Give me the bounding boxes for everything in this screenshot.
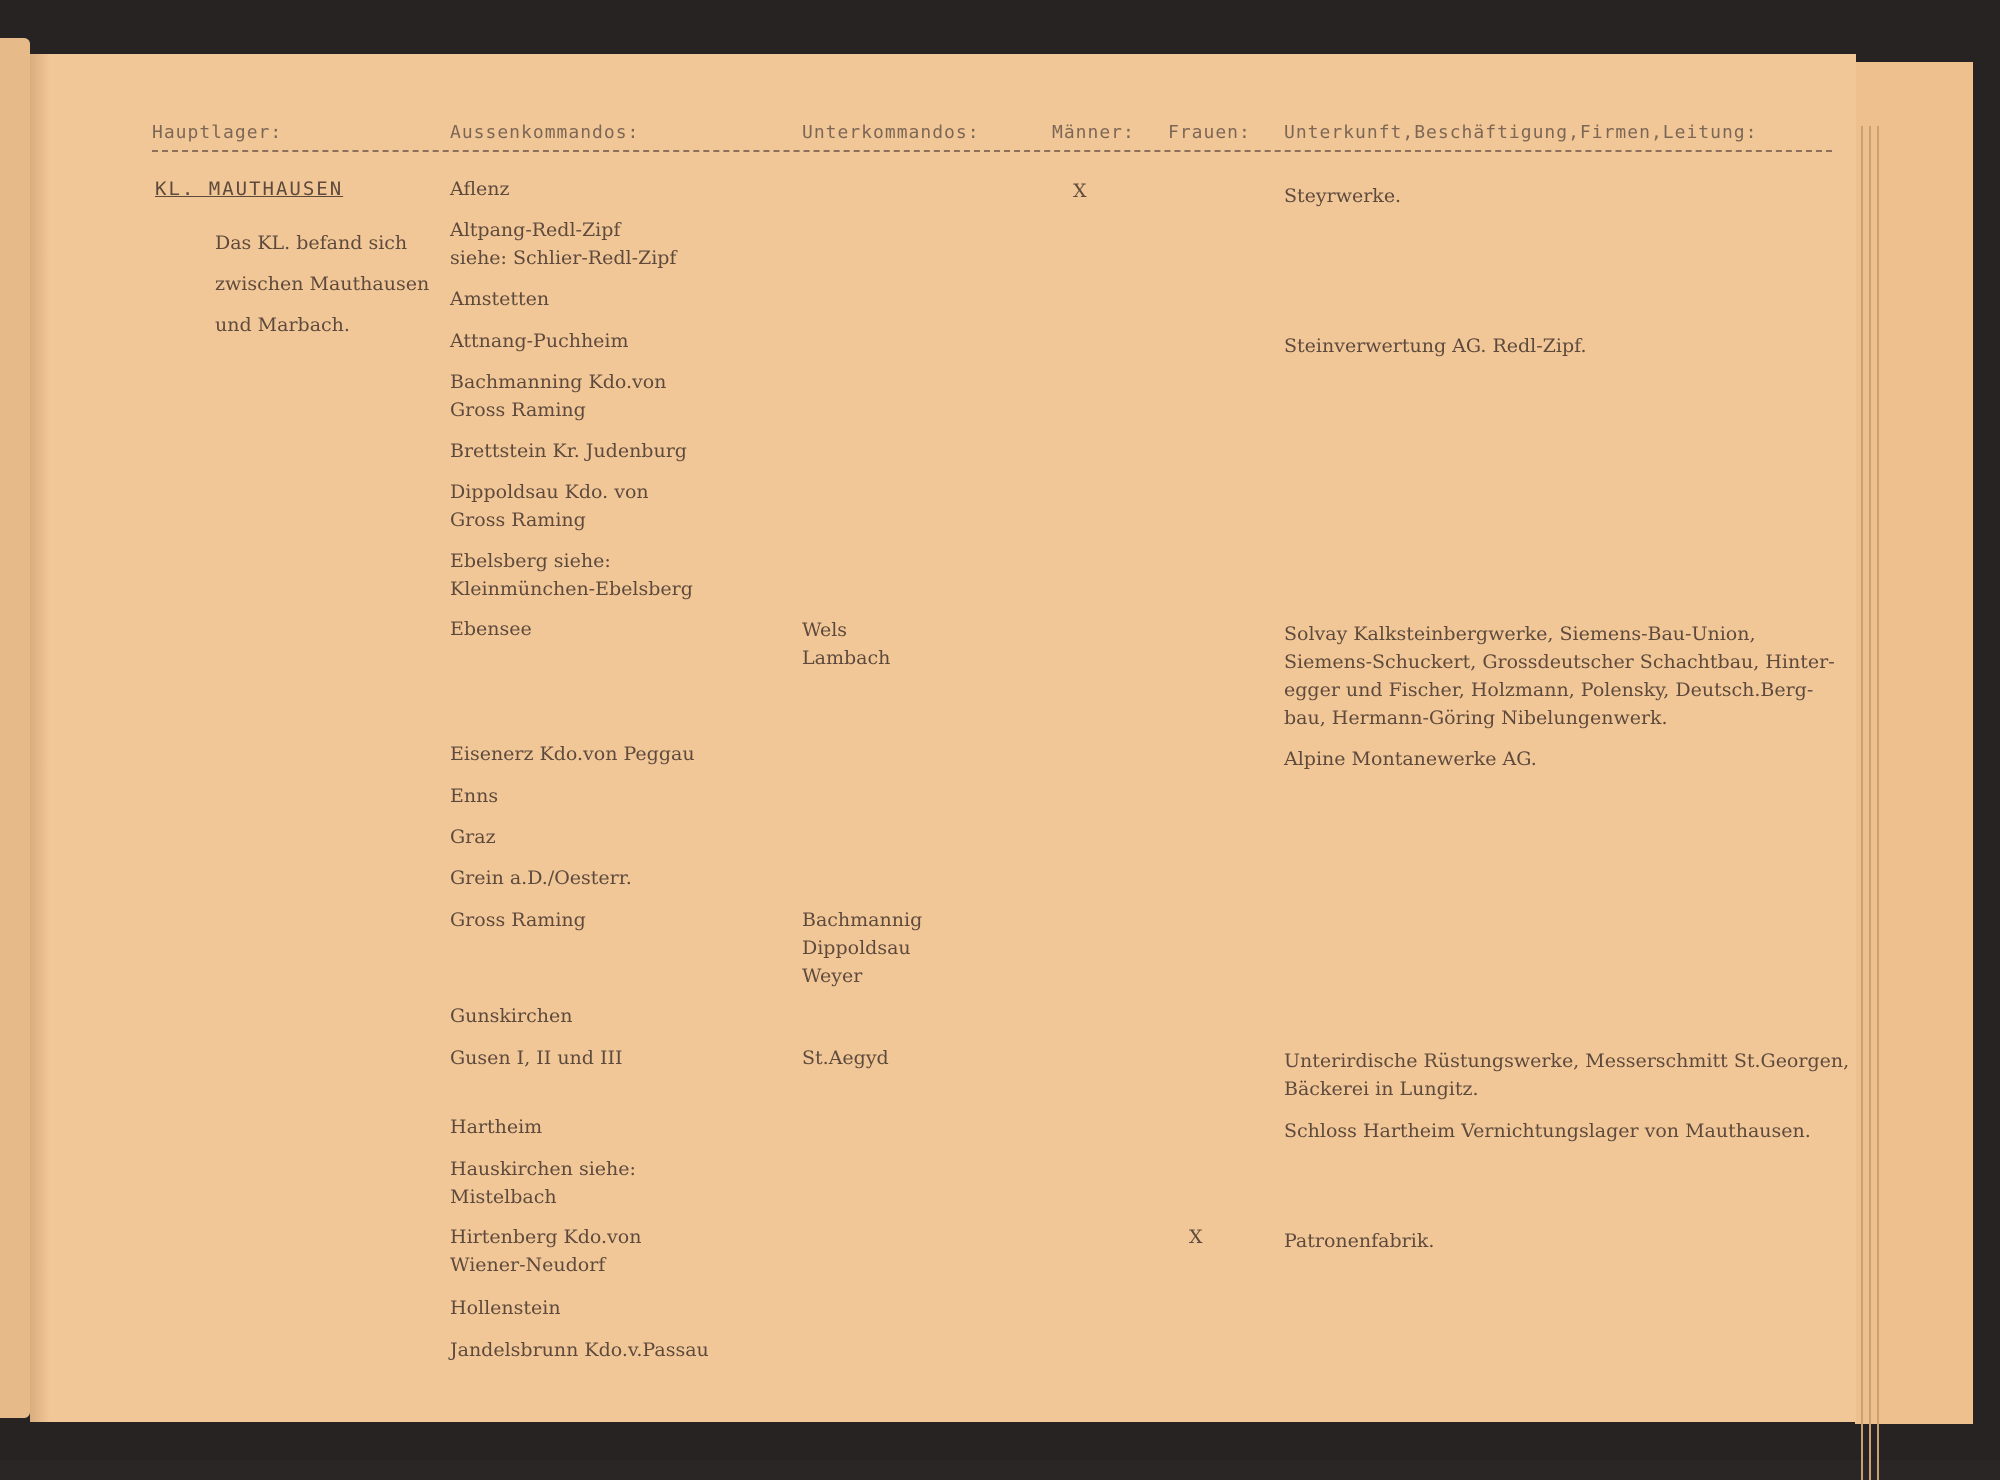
unterkunft-entry: Steyrwerke. (1284, 185, 1402, 207)
header-maenner: Männer: (1052, 122, 1135, 143)
aussenkommando-entry: Ebensee (450, 618, 532, 640)
unterkommando-entry: Bachmannig Dippoldsau Weyer (802, 909, 923, 987)
aussenkommando-entry: Hauskirchen siehe: Mistelbach (450, 1158, 636, 1208)
hauptlager-note-line: und Marbach. (215, 314, 350, 336)
hauptlager-note-line: zwischen Mauthausen (215, 273, 430, 295)
header-unterkommandos: Unterkommandos: (802, 122, 980, 143)
aussenkommando-entry: Bachmanning Kdo.von Gross Raming (450, 371, 667, 421)
aussenkommando-entry: Amstetten (450, 288, 550, 310)
header-aussenkommandos: Aussenkommandos: (450, 122, 640, 143)
aussenkommando-entry: Gross Raming (450, 909, 586, 931)
header-frauen: Frauen: (1168, 122, 1251, 143)
aussenkommando-entry: Jandelsbrunn Kdo.v.Passau (450, 1339, 709, 1361)
aussenkommando-entry: Graz (450, 826, 496, 848)
header-hauptlager: Hauptlager: (152, 122, 283, 143)
aussenkommando-entry: Hirtenberg Kdo.von Wiener-Neudorf (450, 1226, 642, 1276)
header-unterkunft: Unterkunft,Beschäftigung,Firmen,Leitung: (1284, 122, 1758, 143)
aussenkommando-entry: Eisenerz Kdo.von Peggau (450, 743, 695, 765)
unterkunft-entry: Solvay Kalksteinbergwerke, Siemens-Bau-Union, Siemens-Schuckert, Grossdeutscher Schachtbau, Hinter- egger und Fischer, Holzmann, Polensky, Deutsch.Berg- bau, Hermann-Göring Nibelungenwerk. (1284, 623, 1835, 729)
unterkommando-entry: Wels Lambach (802, 619, 891, 669)
page-edge-line (1877, 126, 1879, 1480)
hauptlager-note-line: Das KL. befand sich (215, 232, 408, 254)
aussenkommando-entry: Altpang-Redl-Zipf siehe: Schlier-Redl-Zipf (450, 219, 677, 269)
maenner-mark: X (1073, 180, 1087, 202)
aussenkommando-entry: Hartheim (450, 1116, 543, 1138)
hauptlager-name: KL. MAUTHAUSEN (155, 178, 344, 200)
header-underline (152, 150, 1832, 152)
aussenkommando-entry: Gusen I, II und III (450, 1047, 623, 1069)
left-page-edge (0, 38, 30, 1418)
page-edge-line (1861, 126, 1863, 1480)
page-gutter (30, 54, 50, 1422)
unterkommando-entry: St.Aegyd (802, 1047, 889, 1069)
aussenkommando-entry: Hollenstein (450, 1297, 561, 1319)
aussenkommando-entry: Ebelsberg siehe: Kleinmünchen-Ebelsberg (450, 550, 693, 600)
page-edge-line (1869, 126, 1871, 1480)
unterkunft-entry: Schloss Hartheim Vernichtungslager von Mauthausen. (1284, 1120, 1811, 1142)
aussenkommando-entry: Grein a.D./Oesterr. (450, 867, 632, 889)
document-page (30, 54, 1856, 1422)
page-stack-edge (1855, 62, 1973, 1424)
unterkunft-entry: Patronenfabrik. (1284, 1230, 1435, 1252)
frauen-mark: X (1189, 1226, 1203, 1248)
unterkunft-entry: Alpine Montanewerke AG. (1284, 748, 1537, 770)
aussenkommando-entry: Brettstein Kr. Judenburg (450, 440, 687, 462)
aussenkommando-entry: Dippoldsau Kdo. von Gross Raming (450, 481, 649, 531)
aussenkommando-entry: Aflenz (450, 178, 510, 200)
unterkunft-entry: Steinverwertung AG. Redl-Zipf. (1284, 335, 1587, 357)
aussenkommando-entry: Enns (450, 785, 499, 807)
aussenkommando-entry: Gunskirchen (450, 1005, 573, 1027)
aussenkommando-entry: Attnang-Puchheim (450, 330, 629, 352)
unterkunft-entry: Unterirdische Rüstungswerke, Messerschmitt St.Georgen, Bäckerei in Lungitz. (1284, 1050, 1850, 1100)
